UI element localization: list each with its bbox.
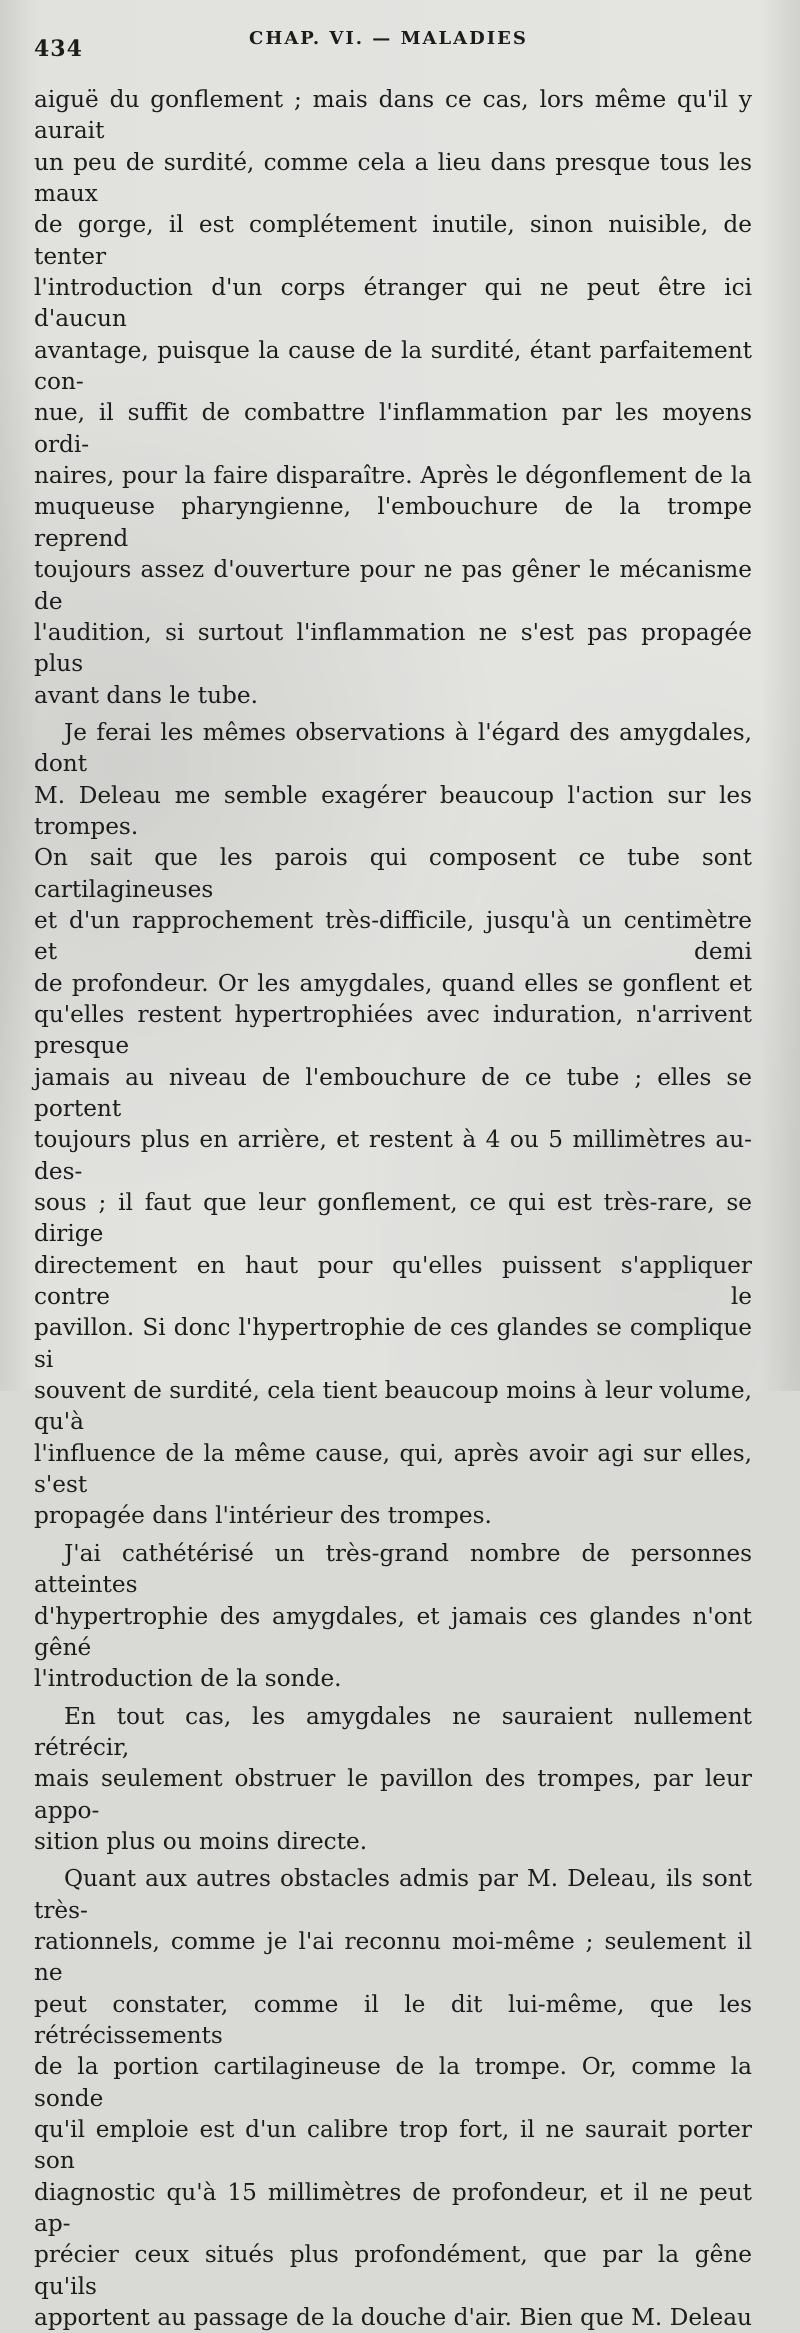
text-line: M. Deleau me semble exagérer beaucoup l'action sur les trompes. xyxy=(34,781,752,840)
text-line: J'ai cathétérisé un très-grand nombre de personnes atteintes xyxy=(34,1539,752,1599)
text-line: avantage, puisque la cause de la surdité, étant parfaitement con- xyxy=(34,336,752,396)
text-line: apportent au passage de la douche d'air. Bien que M. Deleau xyxy=(34,2304,752,2332)
text-line: naires, pour la faire disparaître. Après le dégonflement de la xyxy=(34,462,752,490)
text-line: d'hypertrophie des amygdales, et jamais ces glandes n'ont gêné xyxy=(34,1602,752,1661)
text-line: pavillon. Si donc l'hypertrophie de ces glandes se complique si xyxy=(34,1314,752,1373)
text-line: et d'un rapprochement très-difficile, jusqu'à un centimètre et demi xyxy=(34,906,752,966)
text-line: un peu de surdité, comme cela a lieu dans presque tous les maux xyxy=(34,148,752,208)
page-number: 434 xyxy=(34,36,83,62)
text-line: En tout cas, les amygdales ne sauraient nullement rétrécir, xyxy=(34,1702,752,1761)
body-text xyxy=(34,84,752,2333)
text-line: propagée dans l'intérieur des trompes. xyxy=(34,1502,492,1530)
text-line: jamais au niveau de l'embouchure de ce tube ; elles se portent xyxy=(34,1063,752,1122)
text-line: diagnostic qu'à 15 millimètres de profondeur, et il ne peut ap- xyxy=(34,2178,752,2238)
running-head: CHAP. VI. — MALADIES xyxy=(249,28,528,49)
text-line: peut constater, comme il le dit lui-même, que les rétrécissements xyxy=(34,1990,752,2049)
text-line: mais seulement obstruer le pavillon des trompes, par leur appo- xyxy=(34,1765,752,1824)
text-line: directement en haut pour qu'elles puissent s'appliquer contre le xyxy=(34,1251,752,1311)
text-line: qu'elles restent hypertrophiées avec induration, n'arrivent presque xyxy=(34,1000,752,1060)
text-line: souvent de surdité, cela tient beaucoup moins à leur volume, qu'à xyxy=(34,1377,752,1436)
text-line: l'audition, si surtout l'inflammation ne s'est pas propagée plus xyxy=(34,618,752,678)
text-line: qu'il emploie est d'un calibre trop fort, il ne saurait porter son xyxy=(34,2116,752,2175)
text-line: toujours assez d'ouverture pour ne pas gêner le mécanisme de xyxy=(34,556,752,615)
text-line: muqueuse pharyngienne, l'embouchure de la trompe reprend xyxy=(34,493,752,552)
text-line: sition plus ou moins directe. xyxy=(34,1827,368,1855)
text-line: toujours plus en arrière, et restent à 4 ou 5 millimètres au-des- xyxy=(34,1126,752,1185)
text-line: On sait que les parois qui composent ce tube sont cartilagineuses xyxy=(34,844,752,903)
text-line: l'influence de la même cause, qui, après avoir agi sur elles, s'est xyxy=(34,1439,752,1499)
text-line: l'introduction de la sonde. xyxy=(34,1665,342,1693)
text-line: Quant aux autres obstacles admis par M. Deleau, ils sont très- xyxy=(34,1865,752,1924)
text-line: l'introduction d'un corps étranger qui ne peut être ici d'aucun xyxy=(34,274,752,333)
text-line: de gorge, il est complétement inutile, sinon nuisible, de tenter xyxy=(34,211,752,270)
text-line: précier ceux situés plus profondément, que par la gêne qu'ils xyxy=(34,2241,752,2300)
text-line: sous ; il faut que leur gonflement, ce qui est très-rare, se dirige xyxy=(34,1189,752,1248)
text-line: de la portion cartilagineuse de la trompe. Or, comme la sonde xyxy=(34,2053,752,2112)
text-line: aiguë du gonflement ; mais dans ce cas, lors même qu'il y aurait xyxy=(34,86,752,145)
text-line: rationnels, comme je l'ai reconnu moi-même ; seulement il ne xyxy=(34,1927,752,1987)
text-line: Je ferai les mêmes observations à l'égard des amygdales, dont xyxy=(34,718,752,778)
page-header xyxy=(34,20,752,60)
text-line: de profondeur. Or les amygdales, quand elles se gonflent et xyxy=(34,969,752,997)
text-line: avant dans le tube. xyxy=(34,681,258,709)
text-line: nue, il suffit de combattre l'inflammation par les moyens ordi- xyxy=(34,399,752,458)
